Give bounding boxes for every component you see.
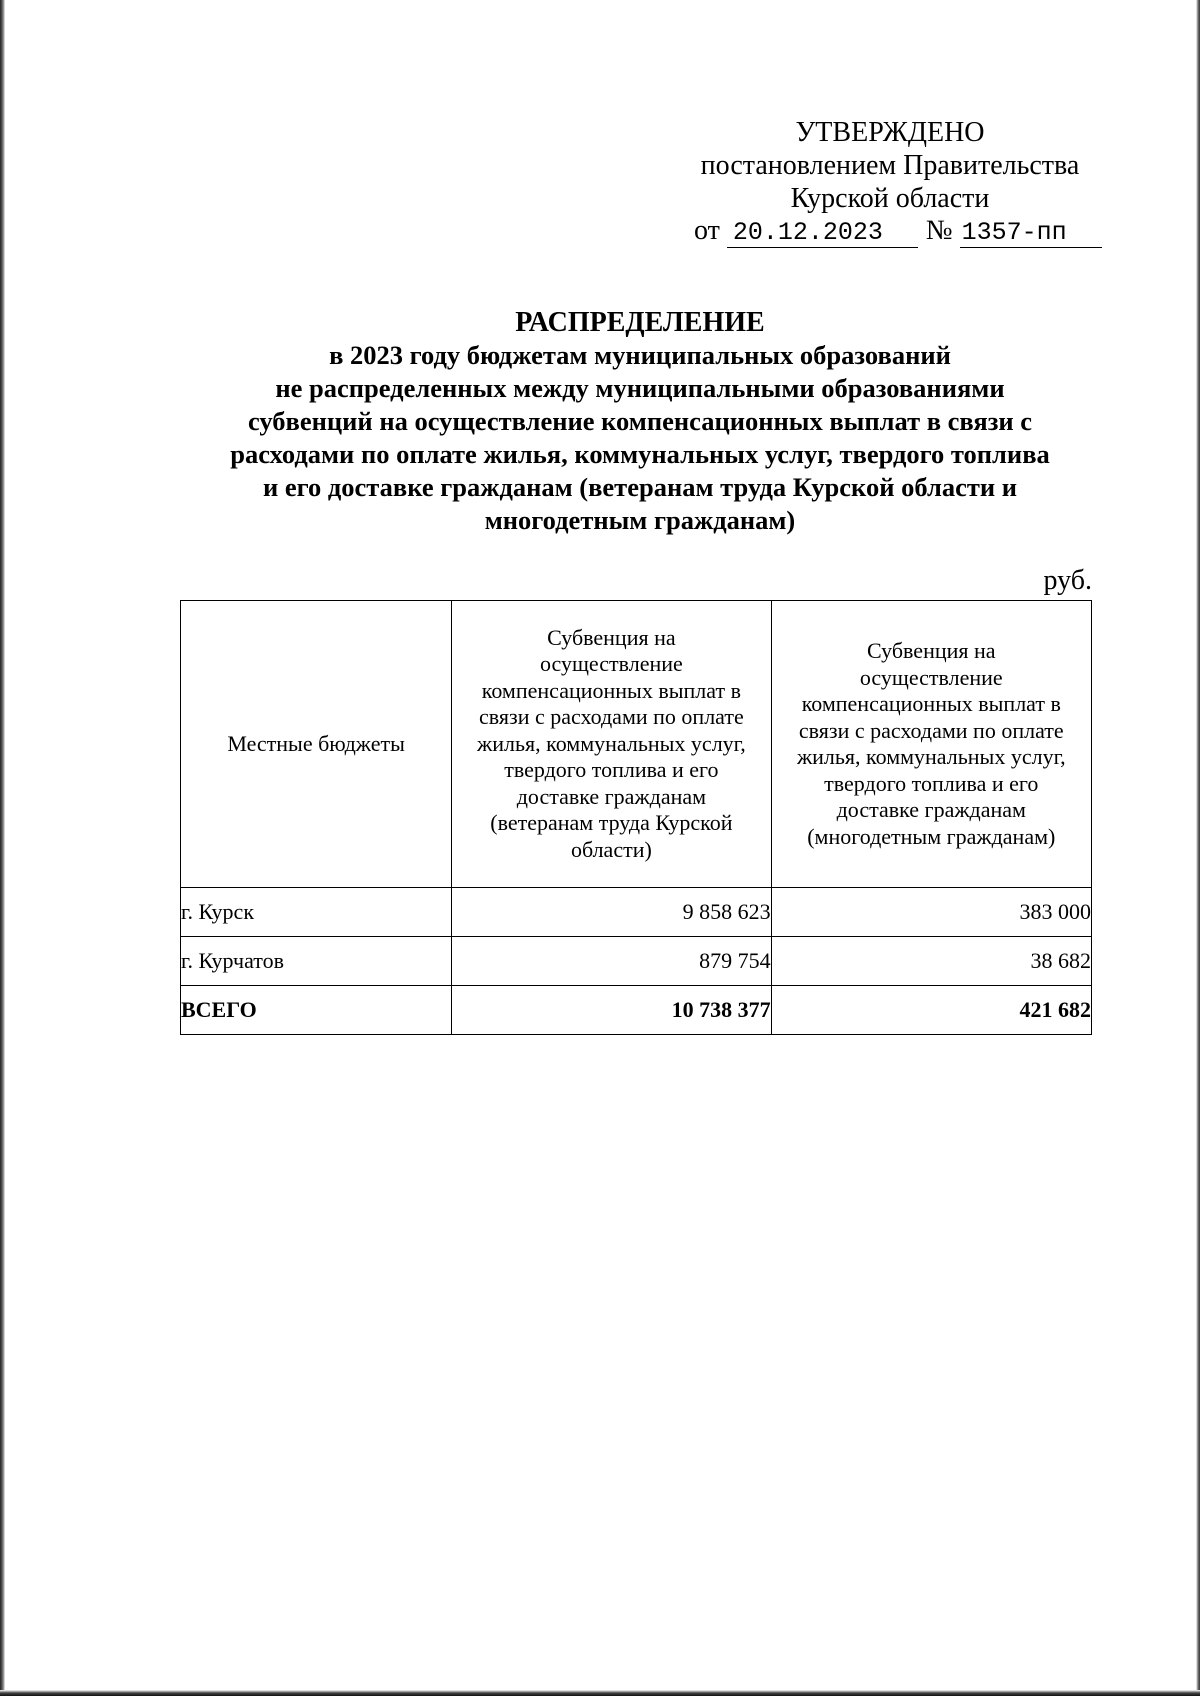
date-prefix: от [694,215,720,246]
table-row [181,888,1092,937]
row-veterans-value: 9 858 623 [452,888,771,937]
title-main: РАСПРЕДЕЛЕНИЕ [515,307,765,338]
row-veterans-value: 879 754 [452,937,771,986]
row-name: г. Курчатов [181,937,452,986]
title-line: многодетным гражданам) [484,505,796,535]
approval-status: УТВЕРЖДЕНО [795,117,985,148]
approval-region: Курской области [790,183,990,214]
header-local-budgets: Местные бюджеты [181,601,452,888]
title-line: субвенций на осуществление компенсационных выплат в связи с [247,406,1033,436]
title-line: расходами по оплате жилья, коммунальных услуг, твердого топлива [230,439,1050,469]
header-large-families-subvention: Субвенция на осуществление компенсационных выплат в связи с расходами по оплате жилья, коммунальных услуг, твердого топлива и его доставке гражданам (многодетным гражданам) [771,601,1091,888]
approval-stamp [690,116,1090,215]
row-large-families-value: 383 000 [771,888,1091,937]
total-label: ВСЕГО [181,986,452,1035]
scan-edge-left [0,0,5,1696]
approval-authority: постановлением Правительства [700,150,1080,181]
header-veterans-subvention: Субвенция на осуществление компенсационных выплат в связи с расходами по оплате жилья, коммунальных услуг, твердого топлива и его доставке гражданам (ветеранам труда Курской области) [452,601,771,888]
approval-number: 1357-пп [960,219,1102,248]
approval-reference [694,214,1094,248]
title-line: не распределенных между муниципальными образованиями [275,373,1005,403]
title-line: в 2023 году бюджетам муниципальных образований [329,340,951,370]
total-large-families-value: 421 682 [771,986,1091,1035]
row-large-families-value: 38 682 [771,937,1091,986]
number-sign: № [925,215,953,246]
approval-date: 20.12.2023 [727,219,918,248]
table-row [181,937,1092,986]
scan-edge-right [1196,0,1200,1696]
currency-units: руб. [1043,565,1092,596]
scan-edge-bottom [0,1690,1200,1696]
table-total-row [181,986,1092,1035]
table-header-row [181,601,1092,888]
row-name: г. Курск [181,888,452,937]
title-line: и его доставке гражданам (ветеранам труда Курской области и [262,472,1018,502]
subvention-table [180,600,1092,1035]
total-veterans-value: 10 738 377 [452,986,771,1035]
document-title [160,306,1120,537]
